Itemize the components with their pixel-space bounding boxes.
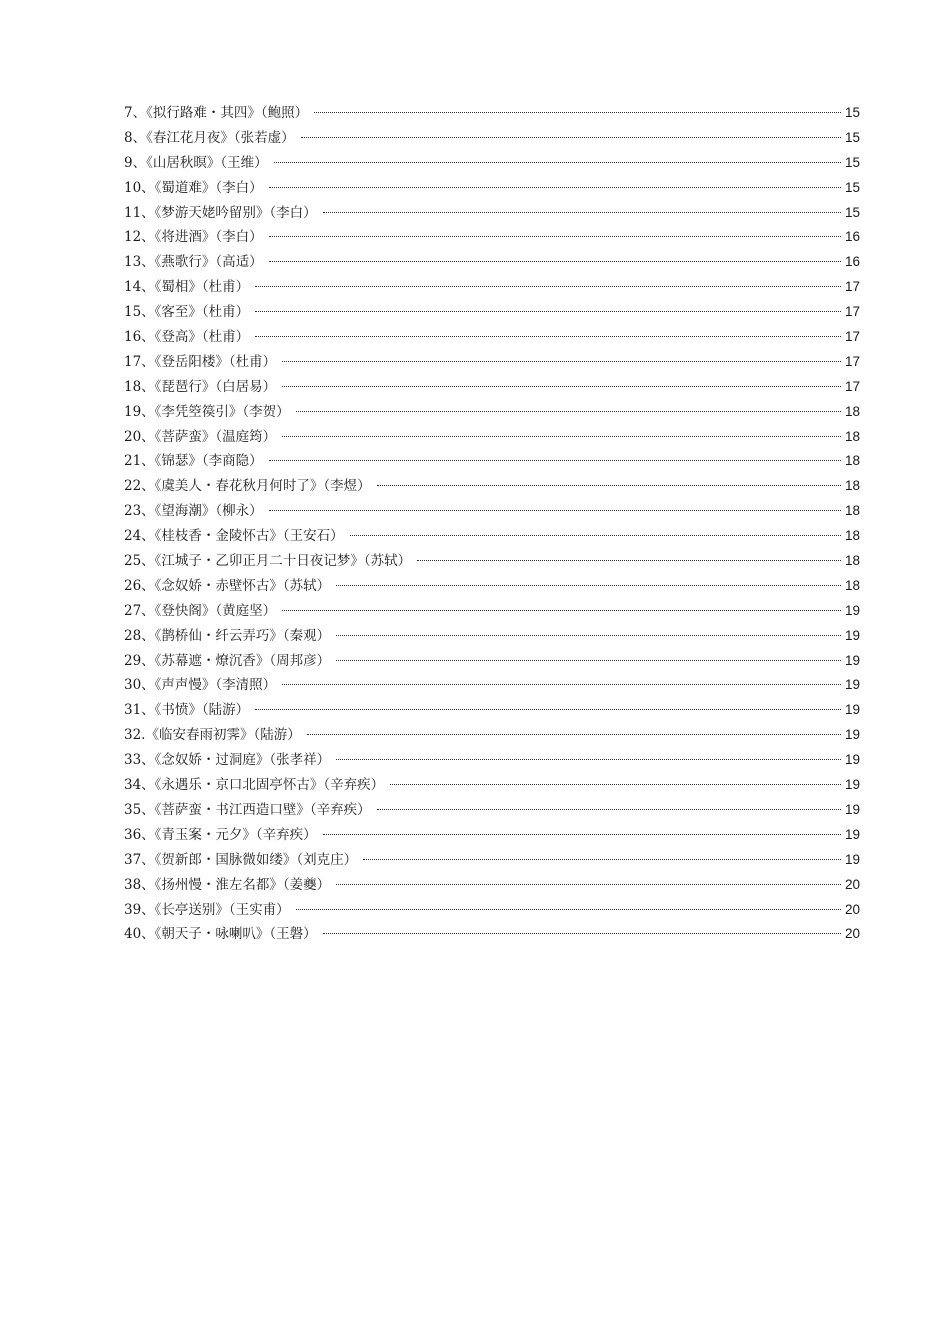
- dot-leader: [377, 808, 841, 810]
- toc-entry[interactable]: [124, 176, 860, 201]
- dot-leader: [296, 908, 841, 910]
- toc-page-number[interactable]: 15: [844, 129, 860, 145]
- dot-leader: [269, 459, 841, 461]
- toc-page-number[interactable]: 17: [844, 279, 860, 295]
- toc-page-number[interactable]: 15: [844, 179, 860, 195]
- dot-leader: [307, 733, 841, 735]
- dot-leader: [296, 410, 841, 412]
- toc-entry-title[interactable]: 32.《临安春雨初霁》（陆游）: [124, 727, 301, 744]
- toc-entry[interactable]: [124, 400, 860, 425]
- dot-leader: [269, 509, 841, 511]
- toc-page-number[interactable]: 19: [844, 801, 860, 817]
- dot-leader: [282, 360, 841, 362]
- toc-entry-title[interactable]: 18、《琵琶行》（白居易）: [124, 378, 277, 395]
- toc-entry-title[interactable]: 15、《客至》（杜甫）: [124, 304, 250, 321]
- toc-page-number[interactable]: 20: [844, 876, 860, 892]
- dot-leader: [282, 609, 841, 611]
- toc-entry[interactable]: [124, 748, 860, 773]
- toc-entry[interactable]: [124, 898, 860, 923]
- toc-page-number[interactable]: 20: [844, 901, 860, 917]
- toc-page-number[interactable]: 19: [844, 851, 860, 867]
- toc-entry-title[interactable]: 22、《虞美人・春花秋月何时了》（李煜）: [124, 478, 371, 495]
- toc-page-number[interactable]: 18: [844, 577, 860, 593]
- dot-leader: [377, 484, 841, 486]
- toc-entry[interactable]: [124, 624, 860, 649]
- toc-page-number[interactable]: 16: [844, 254, 860, 270]
- toc-entry-title[interactable]: 36、《青玉案・元夕》（辛弃疾）: [124, 826, 317, 843]
- toc-entry-title[interactable]: 17、《登岳阳楼》（杜甫）: [124, 353, 277, 370]
- toc-entry-title[interactable]: 23、《望海潮》（柳永）: [124, 503, 263, 520]
- toc-entry-title[interactable]: 27、《登快阁》（黄庭坚）: [124, 602, 277, 619]
- toc-entry[interactable]: [124, 649, 860, 674]
- toc-page-number[interactable]: 19: [844, 602, 860, 618]
- toc-page-number[interactable]: 18: [844, 453, 860, 469]
- toc-page-number[interactable]: 19: [844, 627, 860, 643]
- toc-entry[interactable]: [124, 524, 860, 549]
- toc-entry[interactable]: [124, 375, 860, 400]
- dot-leader: [336, 758, 841, 760]
- toc-entry[interactable]: [124, 773, 860, 798]
- toc-page-number[interactable]: 15: [844, 204, 860, 220]
- toc-entry-title[interactable]: 13、《燕歌行》（高适）: [124, 254, 263, 271]
- toc-entry[interactable]: [124, 922, 860, 947]
- toc-page-number[interactable]: 16: [844, 229, 860, 245]
- toc-page-number[interactable]: 19: [844, 777, 860, 793]
- toc-entry-title[interactable]: 19、《李凭箜篌引》（李贺）: [124, 403, 290, 420]
- toc-page-number[interactable]: 17: [844, 329, 860, 345]
- toc-entry-title[interactable]: 21、《锦瑟》（李商隐）: [124, 453, 263, 470]
- toc-entry[interactable]: [124, 350, 860, 375]
- toc-page-number[interactable]: 19: [844, 752, 860, 768]
- dot-leader: [323, 833, 841, 835]
- dot-leader: [336, 584, 841, 586]
- dot-leader: [363, 858, 841, 860]
- dot-leader: [323, 211, 841, 213]
- toc-entry[interactable]: [124, 250, 860, 275]
- toc-page-number[interactable]: 18: [844, 553, 860, 569]
- toc-entry-title[interactable]: 8、《春江花月夜》（张若虚）: [124, 129, 295, 146]
- toc-entry[interactable]: [124, 449, 860, 474]
- toc-entry-title[interactable]: 14、《蜀相》（杜甫）: [124, 279, 250, 296]
- toc-entry-title[interactable]: 29、《苏幕遮・燎沉香》（周邦彦）: [124, 652, 331, 669]
- dot-leader: [336, 634, 841, 636]
- toc-entry-title[interactable]: 11、《梦游天姥吟留别》（李白）: [124, 204, 317, 221]
- toc-page-number[interactable]: 19: [844, 677, 860, 693]
- toc-entry-title[interactable]: 10、《蜀道难》（李白）: [124, 179, 263, 196]
- toc-entry-title[interactable]: 33、《念奴娇・过洞庭》（张孝祥）: [124, 752, 331, 769]
- toc-entry[interactable]: [124, 201, 860, 226]
- toc-page-number[interactable]: 17: [844, 378, 860, 394]
- dot-leader: [269, 235, 841, 237]
- dot-leader: [336, 883, 841, 885]
- dot-leader: [255, 335, 841, 337]
- dot-leader: [282, 385, 841, 387]
- toc-page-number[interactable]: 19: [844, 727, 860, 743]
- toc-entry-title[interactable]: 38、《扬州慢・淮左名都》（姜夔）: [124, 876, 331, 893]
- toc-page-number[interactable]: 17: [844, 304, 860, 320]
- toc-entry[interactable]: [124, 848, 860, 873]
- toc-entry[interactable]: [124, 425, 860, 450]
- dot-leader: [255, 285, 841, 287]
- toc-page-number[interactable]: 18: [844, 528, 860, 544]
- toc-entry[interactable]: [124, 300, 860, 325]
- dot-leader: [390, 783, 841, 785]
- toc-page-number[interactable]: 18: [844, 403, 860, 419]
- dot-leader: [417, 559, 841, 561]
- toc-entry-title[interactable]: 16、《登高》（杜甫）: [124, 329, 250, 346]
- toc-entry[interactable]: [124, 549, 860, 574]
- toc-page-number[interactable]: 19: [844, 826, 860, 842]
- toc-entry[interactable]: [124, 574, 860, 599]
- toc-entry-title[interactable]: 30、《声声慢》（李清照）: [124, 677, 277, 694]
- toc-entry[interactable]: [124, 325, 860, 350]
- dot-leader: [255, 310, 841, 312]
- toc-entry[interactable]: [124, 723, 860, 748]
- toc-entry-title[interactable]: 12、《将进酒》（李白）: [124, 229, 263, 246]
- toc-entry-title[interactable]: 24、《桂枝香・金陵怀古》（王安石）: [124, 528, 344, 545]
- toc-entry[interactable]: [124, 873, 860, 898]
- toc-entry-title[interactable]: 31、《书愤》（陆游）: [124, 702, 250, 719]
- toc-entry-title[interactable]: 39、《长亭送别》（王实甫）: [124, 901, 290, 918]
- table-of-contents: [124, 101, 860, 947]
- dot-leader: [282, 435, 841, 437]
- dot-leader: [336, 659, 841, 661]
- toc-page-number[interactable]: 18: [844, 428, 860, 444]
- toc-entry[interactable]: [124, 798, 860, 823]
- toc-page-number[interactable]: 17: [844, 353, 860, 369]
- toc-page-number[interactable]: 20: [844, 926, 860, 942]
- dot-leader: [269, 260, 841, 262]
- toc-page-number[interactable]: 15: [844, 105, 860, 120]
- toc-page-number[interactable]: 18: [844, 503, 860, 519]
- toc-entry[interactable]: [124, 599, 860, 624]
- toc-entry[interactable]: [124, 698, 860, 723]
- toc-entry-title[interactable]: 35、《菩萨蛮・书江西造口壁》（辛弃疾）: [124, 801, 371, 818]
- toc-entry[interactable]: [124, 499, 860, 524]
- toc-entry-title[interactable]: 9、《山居秋暝》（王维）: [124, 154, 268, 171]
- dot-leader: [314, 111, 841, 113]
- toc-entry-title[interactable]: 37、《贺新郎・国脉微如缕》（刘克庄）: [124, 851, 358, 868]
- toc-entry-title[interactable]: 26、《念奴娇・赤壁怀古》（苏轼）: [124, 577, 331, 594]
- toc-entry[interactable]: [124, 151, 860, 176]
- toc-entry[interactable]: [124, 673, 860, 698]
- toc-entry-title[interactable]: 7、《拟行路难・其四》（鲍照）: [124, 105, 309, 121]
- dot-leader: [350, 534, 841, 536]
- dot-leader: [255, 708, 841, 710]
- toc-page-number[interactable]: 18: [844, 478, 860, 494]
- dot-leader: [274, 161, 841, 163]
- toc-entry-title[interactable]: 28、《鹊桥仙・纤云弄巧》（秦观）: [124, 627, 331, 644]
- toc-page-number[interactable]: 15: [844, 154, 860, 170]
- dot-leader: [282, 683, 841, 685]
- dot-leader: [323, 932, 841, 934]
- toc-entry-title[interactable]: 40、《朝天子・咏喇叭》（王磐）: [124, 926, 317, 943]
- toc-entry[interactable]: [124, 474, 860, 499]
- toc-entry-title[interactable]: 20、《菩萨蛮》（温庭筠）: [124, 428, 277, 445]
- toc-entry[interactable]: [124, 126, 860, 151]
- dot-leader: [301, 136, 841, 138]
- toc-entry[interactable]: [124, 275, 860, 300]
- toc-entry-title[interactable]: 34、《永遇乐・京口北固亭怀古》（辛弃疾）: [124, 777, 385, 794]
- toc-entry[interactable]: [124, 101, 860, 126]
- toc-page-number[interactable]: 19: [844, 652, 860, 668]
- dot-leader: [269, 186, 841, 188]
- toc-page-number[interactable]: 19: [844, 702, 860, 718]
- toc-entry[interactable]: [124, 823, 860, 848]
- toc-entry-title[interactable]: 25、《江城子・乙卯正月二十日夜记梦》（苏轼）: [124, 553, 412, 570]
- toc-entry[interactable]: [124, 225, 860, 250]
